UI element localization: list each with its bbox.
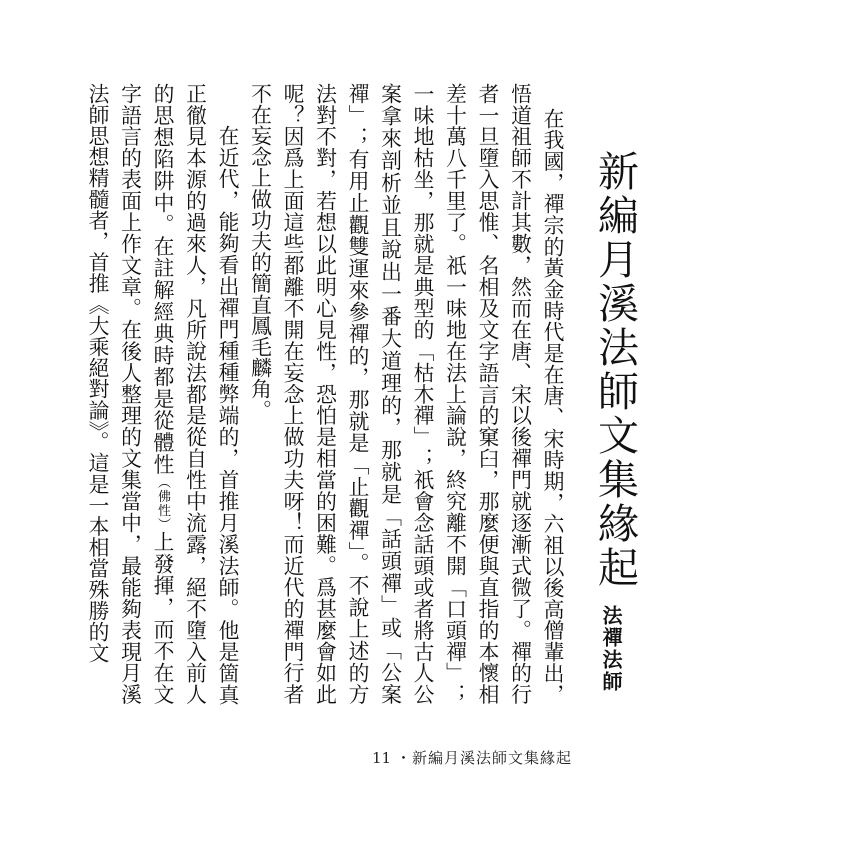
page-title: 新編月溪法師文集緣起 [591, 150, 639, 590]
body-text [85, 83, 568, 705]
page-number: 11 [372, 749, 392, 767]
page-footer [0, 747, 850, 771]
paragraph-2-note: （佛性） [155, 475, 170, 532]
paragraph-2-text-after: 上發揮，而不在文字語言的表面上作文章。在後人整理的文集當中，最能夠表現月溪法師思想精髓者，首推《大乘絕對論》。這是一本相當殊勝的文 [85, 83, 174, 705]
running-head: ・新編月溪法師文集緣起 [396, 749, 573, 767]
paragraph-2 [81, 83, 244, 705]
paragraph-1: 在我國，禪宗的黃金時代是在唐、宋時期，六祖以後高僧輩出，悟道祖師不計其數，然而在唐、宋以後禪門就逐漸式微了。禪的行者一旦墮入思惟、名相及文字語言的窠臼，那麼便與直指的本懷相差十萬八千里了。祇一味地在法上論說，終究離不開「口頭禪」；一味地枯坐，那就是典型的「枯木禪」；祇會念話頭或者將古人公案拿來剖析並且說出一番大道理的，那就是「話頭禪」或「公案禪」；有用止觀雙運來參禪的，那就是「止觀禪」。不說上述的方法對不對，若想以此明心見性，恐怕是相當的困難。爲甚麼會如此呢？因爲上面這些都離不開在妄念上做功夫呀！而近代的禪門行者不在妄念上做功夫的簡直鳳毛麟角。 [247, 83, 564, 705]
author-name: 法禪法師 [599, 605, 623, 693]
paragraph-2-text-before: 在近代，能夠看出禪門種種弊端的，首推月溪法師。他是箇真正徹見本源的過來人，凡所說法都是從自性中流露，絕不墮入前人的思想陷阱中。在註解經典時都是從體性 [150, 83, 239, 705]
